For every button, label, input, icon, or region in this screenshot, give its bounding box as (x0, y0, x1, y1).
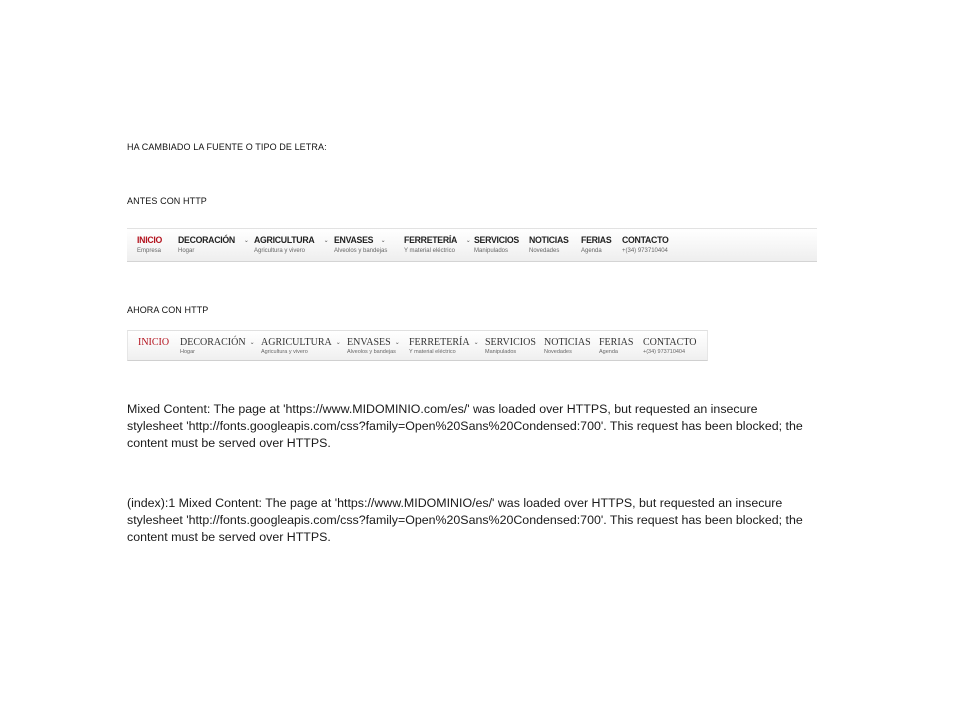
message-line: content must be served over HTTPS. (127, 436, 331, 450)
chevron-down-icon: ⌄ (323, 238, 329, 244)
nav-label: ENVASES (334, 235, 374, 246)
chevron-down-icon: ⌄ (473, 340, 479, 346)
nav-sublabel: Y material eléctrico (409, 349, 456, 355)
nav-item-decoracion[interactable] (178, 235, 254, 254)
message-line: stylesheet 'http://fonts.googleapis.com/css?family=Open%20Sans%20Condensed:700'. This request has been blocked; the (127, 419, 803, 433)
nav-item-agricultura[interactable] (254, 235, 334, 254)
nav-sublabel: Manipulados (485, 349, 517, 355)
nav-item-ferreteria[interactable] (404, 235, 474, 254)
nav-sublabel: Hogar (178, 248, 195, 254)
nav-label: AGRICULTURA (261, 337, 332, 348)
nav-label: ENVASES (347, 337, 391, 348)
nav-sublabel: Agenda (599, 349, 618, 355)
message-line: content must be served over HTTPS. (127, 530, 331, 544)
nav-label: CONTACTO (643, 337, 697, 348)
changed-font-heading: HA CAMBIADO LA FUENTE O TIPO DE LETRA: (127, 142, 327, 152)
nav-sublabel: Agricultura y vivero (261, 349, 308, 355)
nav-item-contacto[interactable] (643, 337, 703, 355)
nav-label: AGRICULTURA (254, 235, 315, 246)
chevron-down-icon: ⌄ (249, 340, 255, 346)
mixed-content-message-1 (127, 401, 827, 452)
nav-sublabel: Manipulados (474, 248, 509, 254)
nav-item-servicios[interactable] (474, 235, 529, 254)
nav-sublabel: +(34) 973710404 (643, 349, 686, 355)
nav-label: INICIO (137, 235, 163, 246)
nav-sublabel: Y material eléctrico (404, 248, 455, 254)
nav-sublabel: Alveolos y bandejas (347, 349, 396, 355)
nav-label: DECORACIÓN (180, 337, 246, 348)
chevron-down-icon: ⌄ (243, 238, 249, 244)
nav-label: NOTICIAS (529, 235, 569, 246)
nav-item-ferias[interactable] (581, 235, 622, 254)
nav-sublabel: Hogar (180, 349, 195, 355)
chevron-down-icon: ⌄ (380, 238, 386, 244)
nav-bar-after (127, 330, 708, 361)
nav-label: FERRETERÍA (409, 337, 470, 348)
mixed-content-message-2 (127, 495, 827, 546)
nav-label: DECORACIÓN (178, 235, 235, 246)
nav-bar-before (127, 228, 817, 262)
nav-item-ferias[interactable] (599, 337, 643, 355)
nav-item-agricultura[interactable] (261, 337, 347, 355)
nav-sublabel: Alveolos y bandejas (334, 248, 388, 254)
nav-item-ferreteria[interactable] (409, 337, 485, 355)
nav-item-noticias[interactable] (529, 235, 581, 254)
nav-label: NOTICIAS (544, 337, 591, 348)
nav-sublabel: Agricultura y vivero (254, 248, 306, 254)
nav-item-contacto[interactable] (622, 235, 702, 254)
nav-label: INICIO (138, 337, 170, 348)
nav-item-servicios[interactable] (485, 337, 544, 355)
nav-label: FERIAS (581, 235, 612, 246)
before-http-heading: ANTES CON HTTP (127, 196, 207, 206)
message-line: Mixed Content: The page at 'https://www.MIDOMINIO.com/es/' was loaded over HTTPS, but requested an insecure (127, 402, 758, 416)
nav-item-inicio[interactable] (137, 235, 178, 254)
chevron-down-icon: ⌄ (465, 238, 471, 244)
nav-item-envases[interactable] (347, 337, 409, 355)
after-http-heading: AHORA CON HTTP (127, 305, 209, 315)
nav-sublabel: Novedades (529, 248, 560, 254)
nav-label: SERVICIOS (485, 337, 536, 348)
nav-label: SERVICIOS (474, 235, 519, 246)
nav-item-noticias[interactable] (544, 337, 599, 355)
chevron-down-icon: ⌄ (335, 340, 341, 346)
nav-label: FERIAS (599, 337, 634, 348)
message-line: (index):1 Mixed Content: The page at 'https://www.MIDOMINIO/es/' was loaded over HTTPS, but requested an insecure (127, 496, 783, 510)
nav-label: CONTACTO (622, 235, 669, 246)
nav-item-envases[interactable] (334, 235, 404, 254)
nav-sublabel: +(34) 973710404 (622, 248, 668, 254)
nav-sublabel: Agenda (581, 248, 602, 254)
nav-item-inicio[interactable] (138, 337, 180, 349)
message-line: stylesheet 'http://fonts.googleapis.com/css?family=Open%20Sans%20Condensed:700'. This request has been blocked; the (127, 513, 803, 527)
nav-sublabel: Novedades (544, 349, 572, 355)
chevron-down-icon: ⌄ (394, 340, 400, 346)
nav-item-decoracion[interactable] (180, 337, 261, 355)
nav-label: FERRETERÍA (404, 235, 458, 246)
nav-sublabel: Empresa (137, 248, 162, 254)
